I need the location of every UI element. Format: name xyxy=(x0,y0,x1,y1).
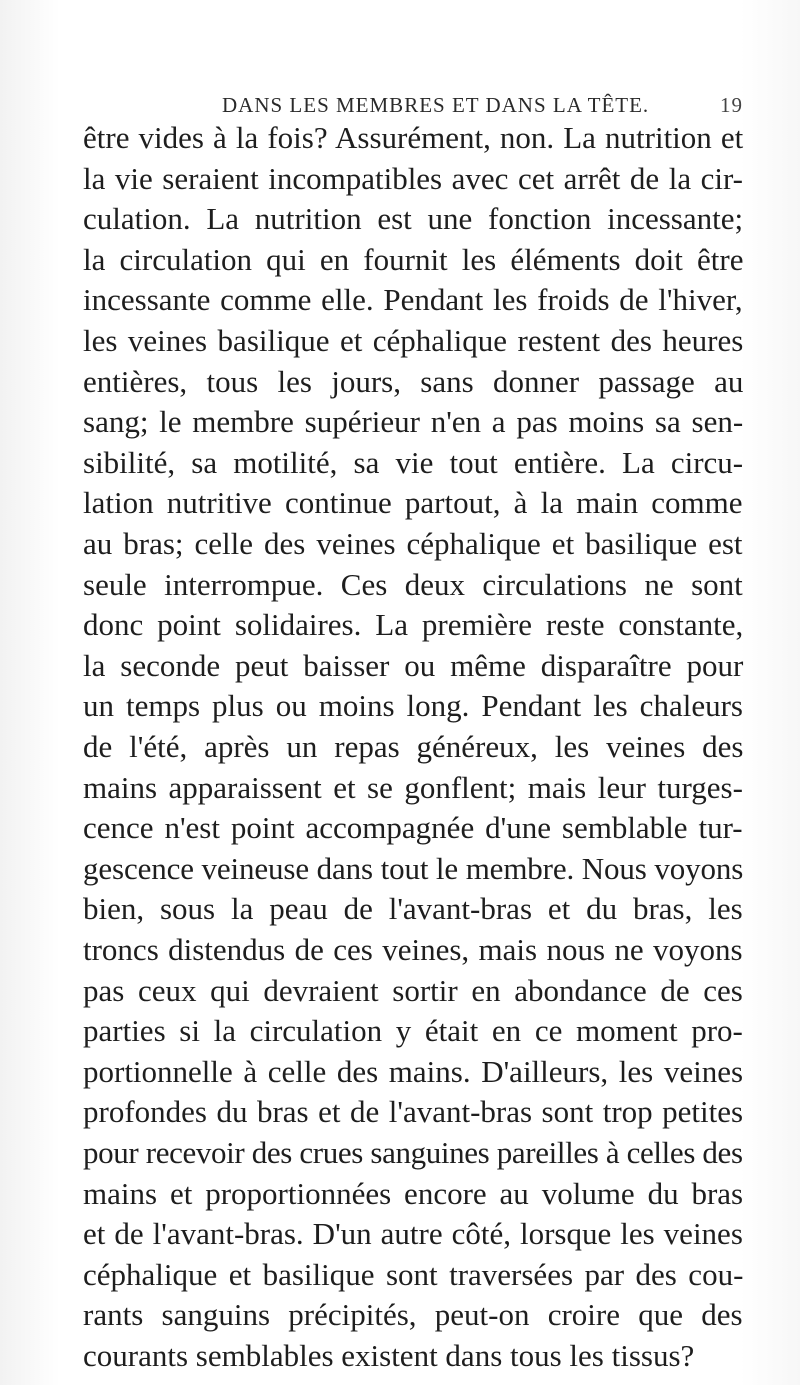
text-line: troncs distendus de ces veines, mais nous ne voyons xyxy=(83,932,743,967)
text-line: parties si la circulation y était en ce moment pro- xyxy=(83,1013,743,1049)
text-line: de l'été, après un repas généreux, les veines des xyxy=(83,729,744,764)
text-line: culation. La nutrition est une fonction incessante; xyxy=(83,201,744,237)
text-line: un temps plus ou moins long. Pendant les chaleurs xyxy=(83,688,743,724)
text-line: seule interrompue. Ces deux circulations ne sont xyxy=(83,566,743,602)
text-line: pas ceux qui devraient sortir en abondance de ces xyxy=(83,972,743,1008)
text-line: au bras; celle des veines céphalique et basilique est xyxy=(83,526,743,561)
text-line: sang; le membre supérieur n'en a pas moins sa sen- xyxy=(83,404,744,440)
text-line: et de l'avant-bras. D'un autre côté, lorsque les veines xyxy=(83,1216,743,1252)
text-line: gescence veineuse dans tout le membre. Nous voyons xyxy=(83,850,744,886)
text-line: la seconde peut baisser ou même disparaître pour xyxy=(83,647,744,683)
text-line: la vie seraient incompatibles avec cet arrêt de la cir- xyxy=(83,160,744,196)
text-line: pour recevoir des crues sanguines pareilles à celles des xyxy=(83,1135,743,1170)
text-line: mains et proportionnées encore au volume du bras xyxy=(83,1175,744,1211)
text-line: lation nutritive continue partout, à la main comme xyxy=(83,485,743,521)
text-line: donc point solidaires. La première reste constante, xyxy=(83,607,744,643)
text-line: être vides à la fois? Assurément, non. La nutrition et xyxy=(83,120,744,155)
text-line: les veines basilique et céphalique restent des heures xyxy=(83,323,744,358)
text-line: profondes du bras et de l'avant-bras sont trop petites xyxy=(83,1094,744,1130)
text-line: portionnelle à celle des mains. D'ailleurs, les veines xyxy=(83,1053,744,1089)
text-line: incessante comme elle. Pendant les froids de l'hiver, xyxy=(83,282,743,318)
text-line: la circulation qui en fournit les éléments doit être xyxy=(83,241,744,277)
running-head-title: DANS LES MEMBRES ET DANS LA TÊTE. xyxy=(222,93,650,117)
text-line: rants sanguins précipités, peut-on croire que des xyxy=(83,1297,743,1333)
text-line: cence n'est point accompagnée d'une semblable tur- xyxy=(83,810,743,846)
text-line: courants semblables existent dans tous les tissus? xyxy=(83,1338,695,1373)
text-line: mains apparaissent et se gonflent; mais leur turges- xyxy=(83,769,743,805)
text-line: céphalique et basilique sont traversées par des cou- xyxy=(83,1256,744,1292)
text-line: sibilité, sa motilité, sa vie tout entière. La circu- xyxy=(83,444,744,480)
text-line: bien, sous la peau de l'avant-bras et du bras, les xyxy=(83,891,743,927)
page-number: 19 xyxy=(720,93,743,117)
text-line: entières, tous les jours, sans donner passage au xyxy=(83,363,744,399)
